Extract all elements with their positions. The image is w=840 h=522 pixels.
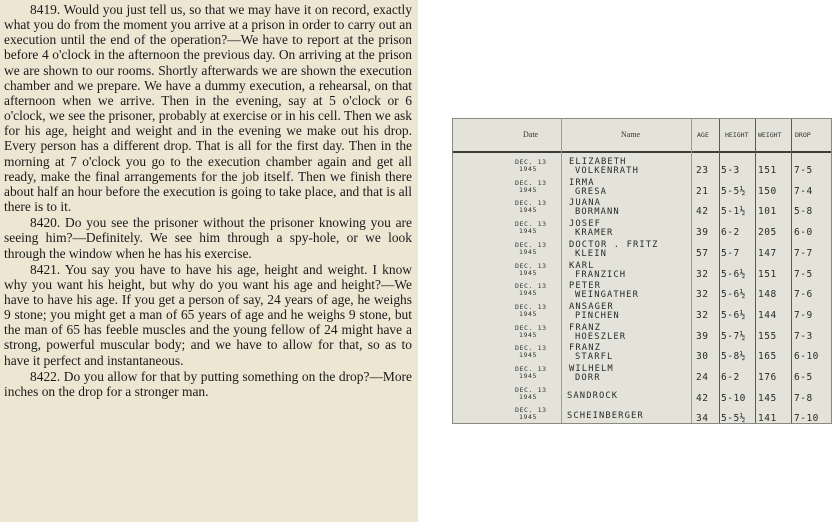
row-weight: 148 <box>758 289 777 301</box>
row-height: 6-2 <box>721 227 740 239</box>
row-year: 1945 <box>519 247 538 256</box>
row-surname: DORR <box>575 373 601 383</box>
row-age: 23 <box>696 165 709 176</box>
row-surname: KLEIN <box>575 248 607 259</box>
row-height: 5-5½ <box>721 185 746 197</box>
row-age: 39 <box>696 330 709 342</box>
row-height: 5-8½ <box>721 351 746 363</box>
row-first-name: FRANZ <box>569 343 601 354</box>
row-age: 32 <box>696 289 709 301</box>
row-age: 32 <box>696 309 709 321</box>
header-weight: WEIGHT <box>758 131 782 139</box>
row-year: 1945 <box>519 413 538 422</box>
row-height: 6-2 <box>721 372 740 383</box>
row-year: 1945 <box>519 206 538 215</box>
row-date: DEC. 13 <box>515 302 547 311</box>
row-surname: PINCHEN <box>575 310 620 321</box>
row-weight: 101 <box>758 206 777 218</box>
column-divider <box>719 119 720 423</box>
row-year: 1945 <box>519 372 538 380</box>
row-date: DEC. 13 <box>515 385 547 394</box>
row-weight: 147 <box>758 247 777 259</box>
row-first-name: PETER <box>569 281 601 292</box>
row-surname: GRESA <box>575 186 607 197</box>
row-drop: 7-3 <box>794 330 813 342</box>
header-age: AGE <box>697 131 709 139</box>
row-drop: 7-7 <box>794 247 813 259</box>
row-weight: 151 <box>758 268 777 280</box>
row-date: DEC. 13 <box>515 178 547 187</box>
row-weight: 144 <box>758 309 777 321</box>
header-height: HEIGHT <box>725 131 749 139</box>
row-height: 5-6½ <box>721 268 746 280</box>
transcript-panel <box>0 0 418 522</box>
row-age: 42 <box>696 392 709 404</box>
row-surname: SANDROCK <box>567 390 619 401</box>
row-date: DEC. 13 <box>515 261 547 270</box>
row-first-name: ELIZABETH <box>569 157 627 167</box>
row-drop: 7-6 <box>794 289 813 301</box>
row-year: 1945 <box>519 289 538 298</box>
row-drop: 7-5 <box>794 268 813 280</box>
row-year: 1945 <box>519 351 538 360</box>
row-age: 32 <box>696 268 709 280</box>
row-height: 5-7½ <box>721 330 746 342</box>
column-divider <box>561 119 562 423</box>
paragraph-8419: 8419. Would you just tell us, so that we may have it on record, exactly what you do from the moment you arrive at a prison in order to carry out an execution until the end of the operation?—We have to report at the prison before 4 o'clock in the afternoon the previous day. On arriving at the prison we are shown to our rooms. Shortly afterwards we are shown the execution chamber and we prepare. We have a dummy execution, a rehearsal, on that afternoon when we arrive. Then in the evening, say at 5 o'clock or 6 o'clock, we see the prisoner, probably at exercise or in his cell. Then we ask for his age, height and weight and in the evening we make out his drop. Every person has a different drop. That is all for the first day. Then in the morning at 7 o'clock you go to the execution chamber again and get all ready, make the final arrangements for the job itself. Then we finish there about half an hour before the execution is going to take place, and that is all there is to it. <box>4 2 412 215</box>
row-age: 57 <box>696 247 709 259</box>
row-date: DEC. 13 <box>515 406 547 415</box>
header-drop: DROP <box>795 131 811 139</box>
row-year: 1945 <box>519 165 538 173</box>
row-date: DEC. 13 <box>515 323 547 332</box>
row-year: 1945 <box>519 227 538 236</box>
row-drop: 7-5 <box>794 165 813 176</box>
row-weight: 145 <box>758 392 777 404</box>
row-age: 30 <box>696 351 709 363</box>
row-first-name: IRMA <box>569 177 595 188</box>
row-weight: 150 <box>758 185 777 197</box>
row-surname: VOLKENRATH <box>575 166 639 176</box>
row-height: 5-6½ <box>721 309 746 321</box>
row-first-name: WILHELM <box>569 364 614 374</box>
row-drop: 6-5 <box>794 372 813 383</box>
row-age: 24 <box>696 372 709 383</box>
row-date: DEC. 13 <box>515 344 547 353</box>
row-date: DEC. 13 <box>515 240 547 249</box>
row-first-name: JUANA <box>569 198 601 209</box>
row-drop: 7-9 <box>794 309 813 321</box>
row-weight: 155 <box>758 330 777 342</box>
row-year: 1945 <box>519 330 538 339</box>
row-age: 39 <box>696 227 709 239</box>
row-surname: WEINGATHER <box>575 290 639 301</box>
row-age: 42 <box>696 206 709 218</box>
row-height: 5-3 <box>721 165 740 176</box>
row-height: 5-7 <box>721 247 740 259</box>
row-weight: 151 <box>758 165 777 176</box>
header-date: Date <box>523 130 539 139</box>
column-divider <box>755 119 756 423</box>
row-drop: 6-0 <box>794 227 813 239</box>
row-weight: 165 <box>758 351 777 363</box>
row-first-name: ANSAGER <box>569 301 614 312</box>
register-header <box>453 119 831 153</box>
row-drop: 5-8 <box>794 206 813 218</box>
row-date: DEC. 13 <box>515 199 547 208</box>
row-first-name: JOSEF <box>569 219 601 230</box>
row-age: 21 <box>696 185 709 197</box>
row-surname: BORMANN <box>575 207 620 218</box>
row-date: DEC. 13 <box>515 220 547 229</box>
row-first-name: FRANZ <box>569 322 601 333</box>
row-date: DEC. 13 <box>515 365 547 373</box>
column-divider <box>691 119 692 423</box>
header-name: Name <box>621 130 641 139</box>
paragraph-8421: 8421. You say you have to have his age, height and weight. I know why you want his height, but why do you want his age and height?—We have to have his age. If you get a person of say, 24 years of age, he weighs 9 stone; you might get a man of 65 years of age and he weighs 9 stone, but the man of 65 has feeble muscles and the young fellow of 24 might have a strong, powerful muscular body; and we have to allow for that, so as to have it perfect and instantaneous. <box>4 261 412 368</box>
row-date: DEC. 13 <box>515 158 547 166</box>
row-weight: 141 <box>758 413 777 425</box>
row-height: 5-5½ <box>721 413 746 425</box>
row-year: 1945 <box>519 392 538 401</box>
row-height: 5-10 <box>721 392 746 404</box>
row-age: 34 <box>696 413 709 425</box>
execution-register <box>452 118 832 424</box>
row-weight: 205 <box>758 227 777 239</box>
row-first-name: KARL <box>569 260 595 271</box>
row-surname: STARFL <box>575 352 614 363</box>
row-surname: KRAMER <box>575 228 614 239</box>
row-drop: 7-8 <box>794 392 813 404</box>
column-divider <box>791 119 792 423</box>
row-surname: SCHEINBERGER <box>567 411 644 422</box>
row-weight: 176 <box>758 372 777 383</box>
row-year: 1945 <box>519 185 538 194</box>
row-first-name: DOCTOR . FRITZ <box>569 239 659 250</box>
row-surname: HOESZLER <box>575 331 627 342</box>
row-drop: 7-4 <box>794 185 813 197</box>
row-date: DEC. 13 <box>515 282 547 291</box>
row-drop: 7-10 <box>794 413 819 425</box>
paragraph-8420: 8420. Do you see the prisoner without the prisoner knowing you are seeing him?—Definitely. We see him through a spy-hole, or we look through the window when he has his exercise. <box>4 215 412 261</box>
row-height: 5-1½ <box>721 206 746 218</box>
paragraph-8422: 8422. Do you allow for that by putting something on the drop?—More inches on the drop for a stronger man. <box>4 368 412 399</box>
row-year: 1945 <box>519 309 538 318</box>
row-height: 5-6½ <box>721 289 746 301</box>
row-surname: FRANZICH <box>575 269 627 280</box>
row-year: 1945 <box>519 268 538 277</box>
row-drop: 6-10 <box>794 351 819 363</box>
